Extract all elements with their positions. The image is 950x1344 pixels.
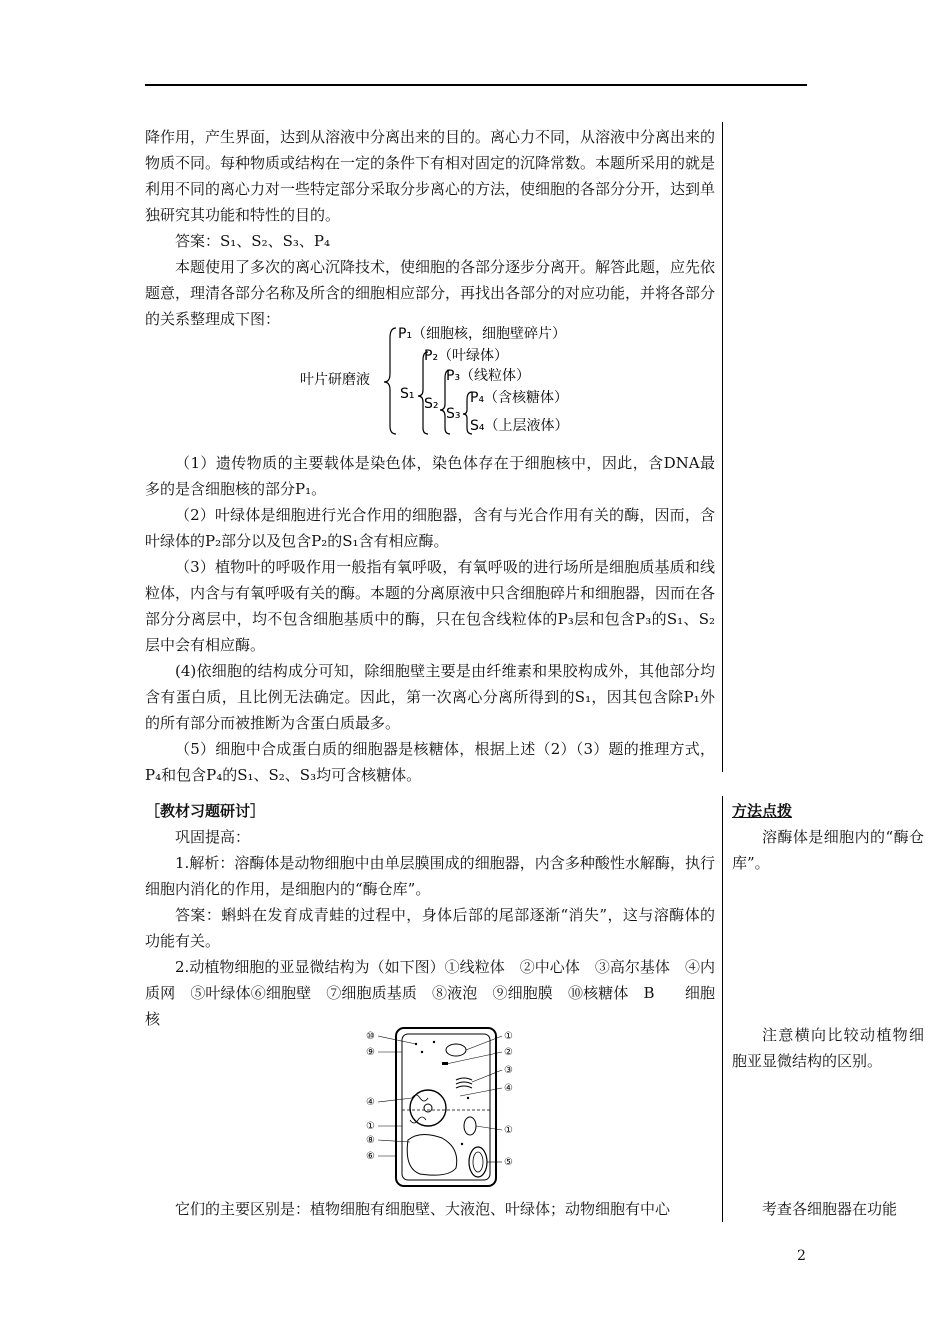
diagram-root: 叶片研磨液: [300, 372, 370, 388]
ribosomes: [415, 1041, 469, 1145]
side-column-2: [732, 1022, 924, 1074]
question-1: （1）遗传物质的主要载体是染色体，染色体存在于细胞核中，因此，含DNA最多的是含细胞核的部分P₁。: [145, 454, 715, 498]
brace-2: [418, 352, 428, 434]
label-5-right: ⑤: [504, 1157, 513, 1168]
cell-diagram: [360, 1022, 530, 1192]
cell-labels: [366, 1031, 513, 1168]
label-9-left: ⑨: [366, 1047, 375, 1058]
side-column-3: [732, 1196, 924, 1222]
label-4-left: ④: [366, 1097, 375, 1108]
mitochondrion: [446, 1044, 466, 1056]
analysis-2-cont: 它们的主要区别是：植物细胞有细胞壁、大液泡、叶绿体；动物细胞有中心: [175, 1200, 671, 1218]
paragraph: 降作用，产生界面，达到从溶液中分离出来的目的。离心力不同，从溶液中分离出来的物质不同。每种物质或结构在一定的条件下有相对固定的沉降常数。本题所采用的就是利用不同的离心力对一些特定部分采取分步离心的方法，使细胞的各部分分开，达到单独研究其功能和特性的目的。: [145, 128, 716, 224]
question-3: （3）植物叶的呼吸作用一般指有氧呼吸，有氧呼吸的进行场所是细胞质基质和线粒体，内含与有氧呼吸有关的酶。本题的分离原液中只含细胞碎片和细胞器，因而在各部分分离层中，均不包含细胞基质中的酶，只在包含线粒体的P₃层和包含P₃的S₁、S₂层中会有相应酶。: [145, 558, 716, 654]
label-1-left: ①: [366, 1121, 375, 1132]
side-note-1: 溶酶体是细胞内的“酶仓库”。: [732, 828, 924, 872]
label-8-left: ⑧: [366, 1135, 375, 1146]
side-column: [732, 798, 924, 876]
label-10-left: ⑩: [366, 1031, 375, 1042]
diagram-s2: S₂: [424, 396, 439, 412]
section-heading: ［教材习题研讨］: [145, 802, 266, 820]
column-divider-bottom: [722, 796, 723, 1222]
sub-heading: 巩固提高：: [175, 828, 251, 846]
question-4: (4)依细胞的结构成分可知，除细胞壁主要是由纤维素和果胶构成外，其他部分均含有蛋白质，且比例无法确定。因此，第一次离心分离所得到的S₁，因其包含除P₁外的所有部分而被推断为含蛋白质最多。: [145, 662, 715, 732]
chloroplast-inner: [473, 1152, 483, 1172]
label-2-right: ②: [504, 1047, 513, 1058]
answer-1: 答案：蝌蚪在发育成青蛙的过程中，身体后部的尾部逐渐“消失”，这与溶酶体的功能有关。: [145, 906, 715, 950]
nucleolus: [424, 1104, 432, 1112]
mitochondrion: [464, 1117, 476, 1135]
header-rule: [145, 84, 807, 86]
question-2: （2）叶绿体是细胞进行光合作用的细胞器，含有与光合作用有关的酶，因而，含叶绿体的P₂部分以及包含P₂的S₁含有相应酶。: [145, 506, 715, 550]
diagram-p3: P₃（线粒体）: [446, 368, 531, 384]
chloroplast: [469, 1147, 487, 1177]
diagram-s4: S₄（上层液体）: [470, 418, 569, 434]
side-heading: 方法点拨: [732, 802, 793, 820]
side-note-2: 注意横向比较动植物细胞亚显微结构的区别。: [732, 1026, 924, 1070]
main-column-block2-cont: [145, 1196, 715, 1222]
golgi: [456, 1078, 472, 1088]
column-divider-top: [722, 122, 723, 772]
vacuole: [407, 1134, 457, 1175]
page-number: 2: [797, 1248, 806, 1264]
diagram-s3: S₃: [446, 406, 461, 422]
centrifugation-diagram: [300, 322, 600, 442]
analysis-1: 1.解析：溶酶体是动物细胞中由单层膜围成的细胞器，内含多种酸性水解酶，执行细胞内消化的作用，是细胞内的“酶仓库”。: [145, 854, 715, 898]
brace-1: [384, 328, 396, 434]
label-6-left: ⑥: [366, 1151, 375, 1162]
main-column-block2: [145, 798, 715, 1032]
main-column-block1-questions: [145, 450, 715, 788]
label-3-right: ③: [504, 1065, 513, 1076]
label-1-right: ①: [504, 1031, 513, 1042]
diagram-p1: P₁（细胞核，细胞壁碎片）: [398, 326, 567, 342]
side-note-3: 考查各细胞器在功能: [762, 1200, 898, 1218]
paragraph: 本题使用了多次的离心沉降技术，使细胞的各部分逐步分离开。解答此题，应先依题意，理清各部分名称及所含的细胞相应部分，再找出各部分的对应功能，并将各部分的关系整理成下图：: [145, 258, 716, 328]
main-column-block1: [145, 124, 715, 332]
diagram-p2: P₂（叶绿体）: [424, 348, 509, 364]
label-4-right: ④: [504, 1083, 513, 1094]
answer-line: 答案：S₁、S₂、S₃、P₄: [175, 232, 330, 250]
label-1b-right: ①: [504, 1125, 513, 1136]
diagram-s1: S₁: [400, 386, 415, 402]
question-5: （5）细胞中合成蛋白质的细胞器是核糖体，根据上述（2）（3）题的推理方式，P₄和包含P₄的S₁、S₂、S₃均可含核糖体。: [145, 740, 715, 784]
analysis-2: 2.动植物细胞的亚显微结构为（如下图）①线粒体 ②中心体 ③高尔基体 ④内质网 ⑤叶绿体⑥细胞壁 ⑦细胞质基质 ⑧液泡 ⑨细胞膜 ⑩核糖体 B 细胞核: [145, 958, 715, 1028]
diagram-p4: P₄（含核糖体）: [470, 390, 569, 406]
